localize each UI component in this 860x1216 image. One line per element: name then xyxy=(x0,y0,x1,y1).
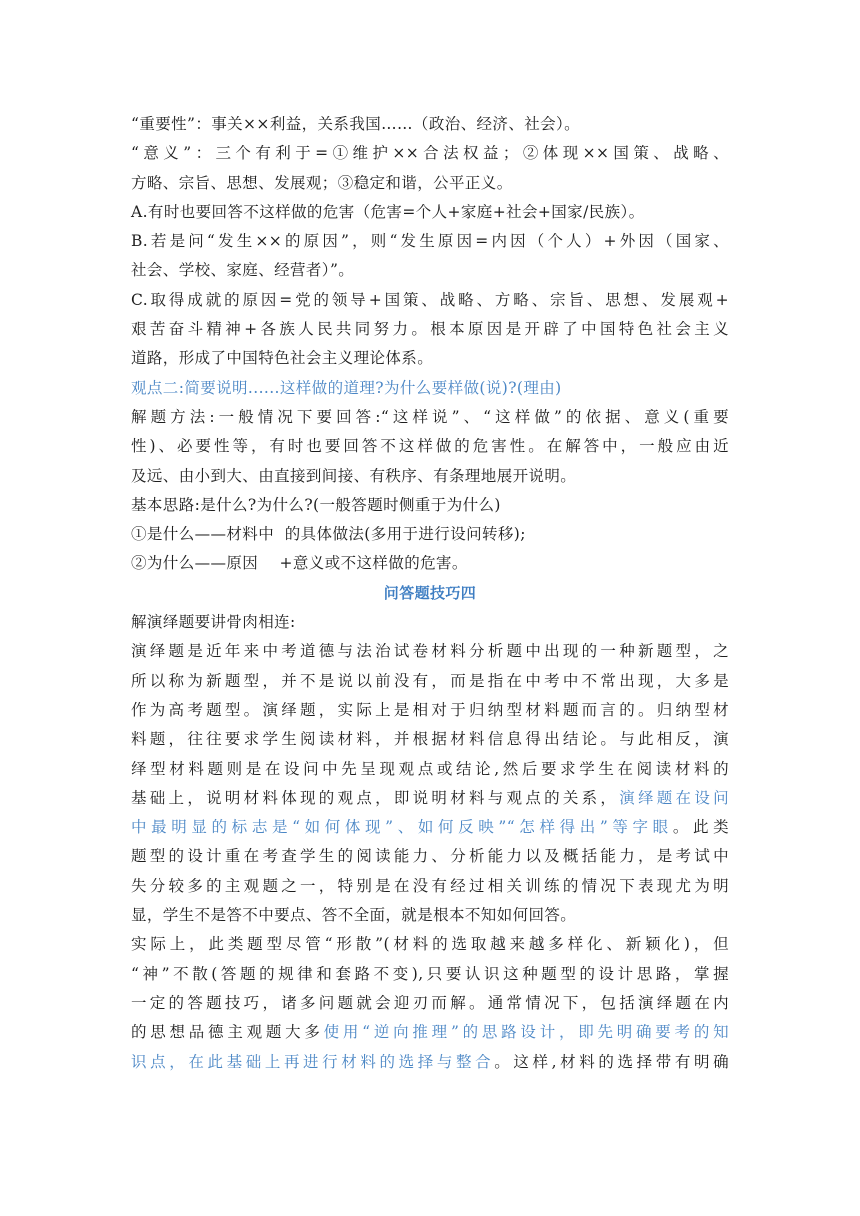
text-line: 识点，在此基础上再进行材料的选择与整合。这样,材料的选择带有明确 xyxy=(131,1052,729,1071)
text-line: 基本思路:是什么?为什么?(一般答题时侧重于为什么) xyxy=(131,495,501,514)
text-line: “意义”：三个有利于=①维护××合法权益；②体现××国策、战略、 xyxy=(131,144,729,163)
text-line: 及远、由小到大、由直接到间接、有秩序、有条理地展开说明。 xyxy=(131,466,577,485)
text-line: ①是什么——材料中 的具体做法(多用于进行设问转移); xyxy=(131,525,526,544)
text-line: 所以称为新题型，并不是说以前没有，而是指在中考中不常出现，大多是 xyxy=(131,671,729,690)
text-line: 实际上，此类题型尽管“形散”(材料的选取越来越多样化、新颖化)，但 xyxy=(131,935,729,954)
text-line: “重要性”：事关××利益，关系我国……（政治、经济、社会）。 xyxy=(131,115,581,133)
text-line: 演绎题是近年来中考道德与法治试卷材料分析题中出现的一种新题型，之 xyxy=(131,642,729,661)
text-line: 解演绎题要讲骨肉相连: xyxy=(131,613,296,632)
text-line: 绎型材料题则是在设问中先呈现观点或结论,然后要求学生在阅读材料的 xyxy=(131,759,729,778)
text-line: 题型的设计重在考查学生的阅读能力、分析能力以及概括能力，是考试中 xyxy=(131,847,729,866)
text-line: 社会、学校、家庭、经营者）”。 xyxy=(131,261,355,280)
text-line: B.若是问“发生××的原因”，则“发生原因=内因（个人）+外因（国家、 xyxy=(131,232,729,251)
text-line: 的思想品德主观题大多使用“逆向推理”的思路设计，即先明确要考的知 xyxy=(131,1023,729,1042)
text-line: 解题方法:一般情况下要回答:“这样说”、“这样做”的依据、意义(重要 xyxy=(131,407,729,426)
highlight-text: 演绎题在设问 xyxy=(619,788,730,807)
text-line: 方略、宗旨、思想、发展观；③稳定和谐，公平正义。 xyxy=(131,173,513,192)
highlight-text: 中最明显的标志是“如何体现”、如何反映”“怎样得出”等字眼 xyxy=(131,818,673,837)
document-body xyxy=(131,110,729,1077)
text-line: 道路，形成了中国特色社会主义理论体系。 xyxy=(131,349,434,368)
text-line: ②为什么——原因 +意义或不这样做的危害。 xyxy=(131,554,468,573)
highlight-text: 识点，在此基础上再进行材料的选择与整合 xyxy=(131,1052,495,1071)
text-line: 作为高考题型。演绎题，实际上是相对于归纳型材料题而言的。归纳型材 xyxy=(131,700,729,719)
viewpoint-two-heading: 观点二:简要说明......这样做的道理?为什么要样做(说)?(理由) xyxy=(131,378,562,397)
section-heading: 问答题技巧四 xyxy=(383,583,477,602)
text-line: 失分较多的主观题之一，特别是在没有经过相关训练的情况下表现尤为明 xyxy=(131,876,729,895)
text-line: “神”不散(答题的规律和套路不变),只要认识这种题型的设计思路，掌握 xyxy=(131,964,729,983)
highlight-text: 使用“逆向推理”的思路设计，即先明确要考的知 xyxy=(323,1023,729,1042)
text-line: A.有时也要回答不这样做的危害（危害=个人+家庭+社会+国家/民族）。 xyxy=(131,202,645,221)
text-line: C.取得成就的原因=党的领导+国策、战略、方略、宗旨、思想、发展观+ xyxy=(131,290,729,309)
text-line: 料题，往往要求学生阅读材料，并根据材料信息得出结论。与此相反，演 xyxy=(131,730,729,749)
text-line: 一定的答题技巧，诸多问题就会迎刃而解。通常情况下，包括演绎题在内 xyxy=(131,993,729,1012)
text-line: 中最明显的标志是“如何体现”、如何反映”“怎样得出”等字眼。此类 xyxy=(131,818,729,837)
text-line: 性)、必要性等，有时也要回答不这样做的危害性。在解答中，一般应由近 xyxy=(131,437,729,456)
text-line: 基础上，说明材料体现的观点，即说明材料与观点的关系，演绎题在设问 xyxy=(131,788,730,807)
text-line: 艰苦奋斗精神+各族人民共同努力。根本原因是开辟了中国特色社会主义 xyxy=(131,320,729,339)
text-line: 显，学生不是答不中要点、答不全面，就是根本不知如何回答。 xyxy=(131,906,577,925)
